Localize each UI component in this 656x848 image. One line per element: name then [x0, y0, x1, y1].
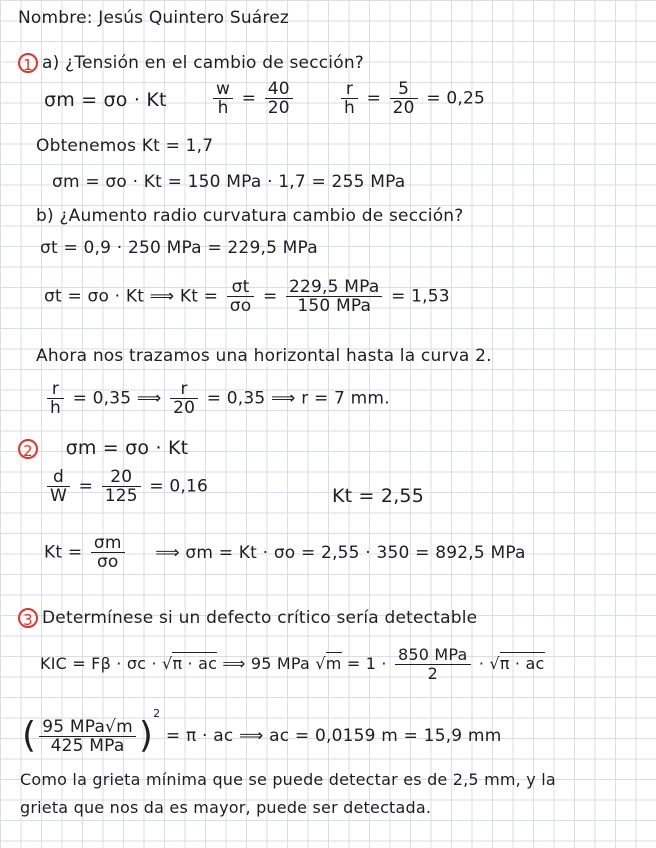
- horizontal-note: Ahora nos trazamos una horizontal hasta la curva 2.: [36, 346, 492, 366]
- ac-calc: ( $\frac{\text{95 MPa√m}}{\text{425 MPa}}$ )$^2$ = π · ac ⟹ ac = 0,0159 m = 15,9 mm: [22, 707, 502, 756]
- frac-850-2: $\frac{\text{850 MPa}}{2}$: [395, 646, 471, 683]
- calc-sigma-m: σm = σo · Kt = 150 MPa · 1,7 = 255 MPa: [52, 172, 406, 192]
- paren-close: ): [138, 715, 154, 756]
- frac-40-20: $\frac{40}{20}$: [265, 80, 293, 117]
- frac-229-150: $\frac{\text{229,5 MPa}}{\text{150 MPa}}$: [286, 278, 382, 315]
- kt-obtained: Obtenemos Kt = 1,7: [36, 136, 214, 156]
- d-w-ratio: $\frac{d}{W}$ = $\frac{20}{125}$ = 0,16: [44, 468, 208, 505]
- frac-d-w: $\frac{d}{W}$: [47, 468, 70, 505]
- frac-w-h: $\frac{w}{h}$: [213, 80, 233, 117]
- part-a-question: a) ¿Tensión en el cambio de sección?: [42, 53, 365, 73]
- frac-r-20: $\frac{r}{20}$: [170, 380, 198, 417]
- problem-2-number: 2: [18, 439, 38, 459]
- p2-sigma-calc: Kt = $\frac{\sigma m}{\sigma o}$ ⟹ σm = Kt · σo = 2,55 · 350 = 892,5 MPa: [44, 533, 526, 572]
- radius-calc: $\frac{r}{h}$ = 0,35 ⟹ $\frac{r}{20}$ = 0,35 ⟹ r = 7 mm.: [44, 380, 390, 417]
- problem-3-title: [18, 608, 477, 628]
- calc-sigma-t: σt = 0,9 · 250 MPa = 229,5 MPa: [40, 238, 318, 258]
- part-b-question: b) ¿Aumento radio curvatura cambio de sección?: [36, 206, 464, 226]
- paren-open: (: [22, 715, 37, 756]
- frac-5-20: $\frac{5}{20}$: [390, 80, 418, 117]
- problem-3-number: 3: [18, 608, 38, 628]
- ratio-w-h: $\frac{w}{h}$ = $\frac{40}{20}$: [210, 80, 296, 117]
- ratio-r-h: $\frac{r}{h}$ = $\frac{5}{20}$ = 0,25: [338, 80, 485, 117]
- frac-sigma-t-sigma-o: $\frac{\sigma t}{\sigma o}$: [227, 278, 255, 315]
- frac-sigma-m-sigma-o: $\frac{\sigma m}{\sigma o}$: [91, 534, 125, 571]
- square-exponent: 2: [153, 707, 161, 720]
- eq-sigma-m: σm = σo · Kt: [44, 89, 167, 111]
- p2-eq: σm = σo · Kt: [65, 437, 189, 459]
- problem-2-title: [18, 438, 188, 459]
- kt-derivation: σt = σo · Kt ⟹ Kt = $\frac{\sigma t}{\sigma o}$ = $\frac{\text{229,5 MPa}}{\text{150 MPa}}$ = 1,53: [44, 277, 450, 316]
- conclusion-line-1: Como la grieta mínima que se puede detectar es de 2,5 mm, y la: [20, 770, 556, 789]
- problem-1-number: 1: [18, 53, 38, 73]
- p2-kt-value: Kt = 2,55: [332, 485, 425, 507]
- kic-equation: KIC = Fβ · σc · √π · ac ⟹ 95 MPa √m = 1 · $\frac{\text{850 MPa}}{2}$ · √π · ac: [40, 645, 545, 683]
- problem-1-title: [18, 53, 364, 73]
- p3-question: Determínese si un defecto crítico sería detectable: [42, 608, 478, 628]
- frac-r-h-2: $\frac{r}{h}$: [47, 380, 64, 417]
- student-name: Nombre: Jesús Quintero Suárez: [18, 8, 290, 28]
- frac-20-125: $\frac{20}{125}$: [102, 468, 141, 505]
- frac-95-425: $\frac{\text{95 MPa√m}}{\text{425 MPa}}$: [39, 718, 136, 755]
- frac-r-h: $\frac{r}{h}$: [341, 80, 358, 117]
- conclusion-line-2: grieta que nos da es mayor, puede ser detectada.: [20, 798, 432, 817]
